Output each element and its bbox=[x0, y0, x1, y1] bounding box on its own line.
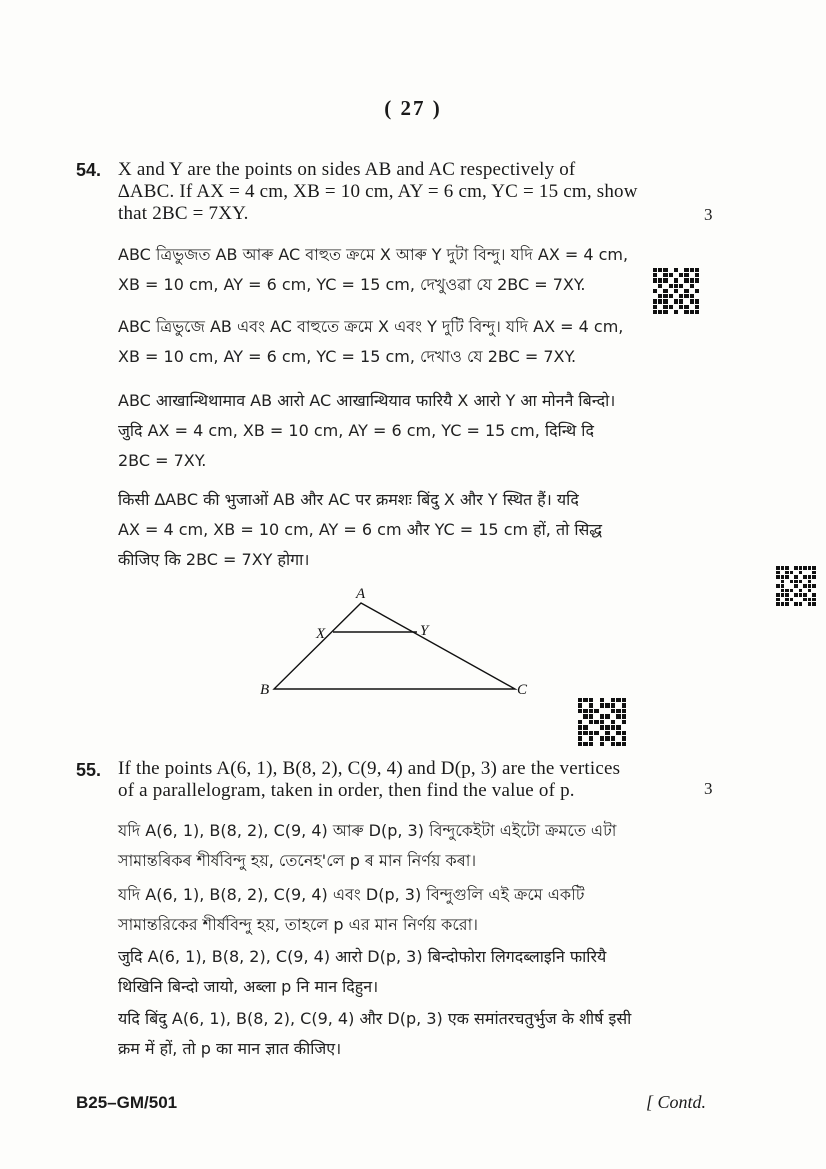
triangle-figure bbox=[250, 580, 540, 705]
q54-assamese-line-1: ABC ত্ৰিভুজত AB আৰু AC বাহুত ক্ৰমে X আৰু Y দুটা বিন্দু। যদি AX = 4 cm, bbox=[118, 245, 629, 264]
q55-english-line-1: If the points A(6, 1), B(8, 2), C(9, 4) and D(p, 3) are the vertices bbox=[118, 758, 621, 779]
q54-hindi-line-2: AX = 4 cm, XB = 10 cm, AY = 6 cm और YC = 15 cm हों, तो सिद्ध bbox=[118, 520, 603, 539]
q54-english-line-1: X and Y are the points on sides AB and AC respectively of bbox=[118, 159, 576, 180]
q54-assamese-line-2: XB = 10 cm, AY = 6 cm, YC = 15 cm, দেখুওৱা যে 2BC = 7XY. bbox=[118, 275, 586, 294]
triangle-abc bbox=[274, 603, 515, 689]
q55-bengali-line-2: সামান্তরিকের শীর্ষবিন্দু হয়, তাহলে p এর মান নির্ণয় করো। bbox=[118, 915, 478, 934]
q54-english-line-2: ∆ABC. If AX = 4 cm, XB = 10 cm, AY = 6 cm, YC = 15 cm, show bbox=[118, 181, 638, 202]
q55-hindi-line-1: यदि बिंदु A(6, 1), B(8, 2), C(9, 4) और D(p, 3) एक समांतरचतुर्भुज के शीर्ष इसी bbox=[118, 1009, 632, 1028]
label-x: X bbox=[316, 626, 326, 642]
q54-bodo-line-2: जुदि AX = 4 cm, XB = 10 cm, AY = 6 cm, YC = 15 cm, दिन्थि दि bbox=[118, 421, 594, 440]
q55-assamese-line-1: যদি A(6, 1), B(8, 2), C(9, 4) আৰু D(p, 3) বিন্দুকেইটা এইটো ক্ৰমতে এটা bbox=[118, 821, 617, 840]
qr-code-icon bbox=[653, 268, 699, 314]
q55-english-line-2: of a parallelogram, taken in order, then find the value of p. bbox=[118, 780, 575, 801]
question-55-assamese bbox=[118, 816, 698, 876]
q54-bodo-line-1: ABC आखान्थिथामाव AB आरो AC आखान्थियाव फारियै X आरो Y आ मोननै बिन्दो। bbox=[118, 391, 616, 410]
q54-bodo-line-3: 2BC = 7XY. bbox=[118, 451, 207, 470]
question-55-bengali bbox=[118, 880, 698, 940]
margin-qr-code-icon bbox=[776, 566, 816, 606]
question-55-bodo bbox=[118, 942, 698, 1002]
q55-hindi-line-2: क्रम में हों, तो p का मान ज्ञात कीजिए। bbox=[118, 1039, 342, 1058]
q54-hindi-line-1: किसी ∆ABC की भुजाओं AB और AC पर क्रमशः बिंदु X और Y स्थित हैं। यदि bbox=[118, 490, 579, 509]
q54-english-line-3: that 2BC = 7XY. bbox=[118, 203, 249, 224]
q55-assamese-line-2: সামান্তৰিকৰ শীৰ্ষবিন্দু হয়, তেনেহ'লে p ৰ মান নিৰ্ণয় কৰা। bbox=[118, 851, 477, 870]
question-54-bengali bbox=[118, 312, 698, 372]
continued-label: [ Contd. bbox=[646, 1092, 707, 1112]
q54-bengali-line-1: ABC ত্রিভুজে AB এবং AC বাহুতে ক্রমে X এবং Y দুটি বিন্দু। যদি AX = 4 cm, bbox=[118, 317, 624, 336]
q55-bodo-line-1: जुदि A(6, 1), B(8, 2), C(9, 4) आरो D(p, 3) बिन्दोफोरा लिगदब्लाइनि फारियै bbox=[118, 947, 607, 966]
label-a: A bbox=[356, 586, 366, 602]
paper-code: B25–GM/501 bbox=[76, 1093, 178, 1112]
question-54-hindi bbox=[118, 485, 698, 575]
question-55-english bbox=[118, 758, 698, 802]
label-y: Y bbox=[420, 623, 429, 639]
question-55-number: 55. bbox=[76, 760, 102, 780]
figure-qr-code-icon bbox=[578, 698, 626, 746]
question-54-assamese bbox=[118, 240, 698, 300]
label-c: C bbox=[517, 682, 528, 698]
question-54-english bbox=[118, 159, 688, 225]
question-54-marks: 3 bbox=[704, 205, 713, 224]
q55-bodo-line-2: थिखिनि बिन्दो जायो, अब्ला p नि मान दिहुन। bbox=[118, 977, 379, 996]
q54-hindi-line-3: कीजिए कि 2BC = 7XY होगा। bbox=[118, 550, 310, 569]
page-number: ( 27 ) bbox=[384, 96, 442, 120]
question-55-marks: 3 bbox=[704, 779, 713, 798]
question-54-number: 54. bbox=[76, 160, 102, 180]
q55-bengali-line-1: যদি A(6, 1), B(8, 2), C(9, 4) এবং D(p, 3) বিন্দুগুলি এই ক্রমে একটি bbox=[118, 885, 585, 904]
q54-bengali-line-2: XB = 10 cm, AY = 6 cm, YC = 15 cm, দেখাও যে 2BC = 7XY. bbox=[118, 347, 577, 366]
label-b: B bbox=[260, 682, 270, 698]
question-54-bodo bbox=[118, 386, 698, 476]
question-55-hindi bbox=[118, 1004, 698, 1064]
